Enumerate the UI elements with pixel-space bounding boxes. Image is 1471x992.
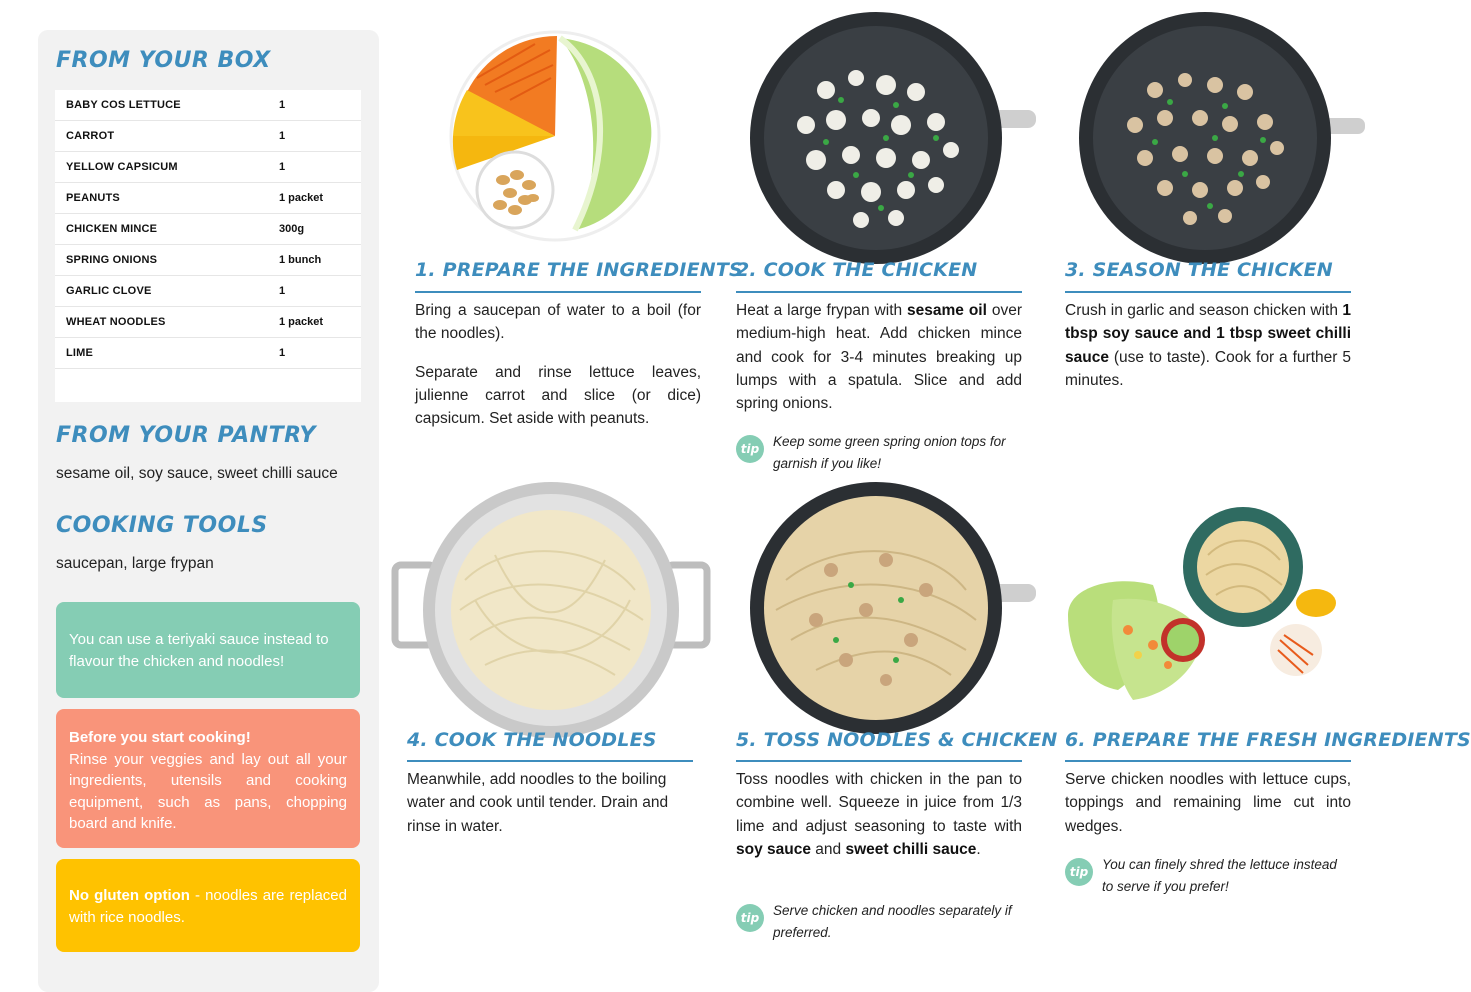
ingredient-qty: 1 [279, 99, 286, 111]
table-row [55, 307, 361, 338]
step-5-text: Toss noodles with chicken in the pan to combine well. Squeeze in juice from 1/3 lime and adjust seasoning to taste with [736, 771, 1022, 835]
gluten-option-box [56, 859, 360, 952]
ingredient-qty: 1 [279, 130, 286, 142]
table-row [55, 121, 361, 152]
step-5-ingredient: soy sauce [736, 840, 811, 858]
before-cooking-box [56, 709, 360, 848]
step-3-title: 3. SEASON THE CHICKEN [1065, 259, 1333, 281]
step-5-ingredient: sweet chilli sauce [845, 840, 977, 858]
step-4-body [407, 768, 693, 838]
step-5-photo [736, 500, 1036, 715]
step-5-divider [736, 760, 1022, 762]
step-1-paragraph: Separate and rinse lettuce leaves, julienne carrot and slice (or dice) capsicum. Set aside with peanuts. [415, 363, 701, 428]
from-your-pantry-heading: FROM YOUR PANTRY [56, 423, 316, 448]
step-4-title: 4. COOK THE NOODLES [407, 729, 657, 751]
ingredient-name: CARROT [66, 130, 115, 142]
step-4-photo [395, 500, 707, 715]
step-5-body [736, 768, 1022, 861]
step-6-tip-text: You can finely shred the lettuce instead to serve if you prefer! [1102, 857, 1337, 894]
ingredients-table [55, 90, 361, 402]
ingredient-qty: 1 bunch [279, 254, 322, 266]
step-2-text: Heat a large frypan with [736, 302, 908, 319]
ingredient-name: WHEAT NOODLES [66, 316, 166, 328]
table-row [55, 245, 361, 276]
table-row [55, 183, 361, 214]
teriyaki-note-box [56, 602, 360, 698]
ingredient-name: LIME [66, 347, 94, 359]
step-1-paragraph: Bring a saucepan of water to a boil (for the noodles). [415, 302, 701, 343]
step-1-divider [415, 291, 701, 293]
ingredient-qty: 1 packet [279, 192, 324, 204]
step-3-ingredient: 1 tbsp soy sauce and 1 tbsp sweet chilli sauce [1065, 302, 1351, 366]
step-6-divider [1065, 760, 1351, 762]
sidebar [38, 30, 379, 992]
step-2-body [736, 299, 1022, 415]
ingredient-name: GARLIC CLOVE [66, 285, 152, 297]
step-5-tip-text: Serve chicken and noodles separately if preferred. [773, 903, 1012, 940]
step-2-photo [736, 30, 1036, 245]
ingredient-qty: 1 packet [279, 316, 324, 328]
gluten-option-text: - noodles are replaced with rice noodles. [69, 887, 347, 926]
step-6-body [1065, 768, 1351, 838]
step-1-title: 1. PREPARE THE INGREDIENTS [415, 259, 743, 281]
step-5-text: . [976, 840, 981, 858]
step-2-tip-text: Keep some green spring onion tops for garnish if you like! [773, 434, 1006, 471]
table-row [55, 338, 361, 369]
table-row [55, 214, 361, 245]
table-row [55, 276, 361, 307]
step-5-tip [736, 900, 1013, 943]
ingredient-name: YELLOW CAPSICUM [66, 161, 178, 173]
tools-text: saucepan, large frypan [56, 555, 214, 572]
ingredient-name: BABY COS LETTUCE [66, 99, 181, 111]
step-4-paragraph: Meanwhile, add noodles to the boiling water and cook until tender. Drain and rinse in water. [407, 771, 669, 835]
before-cooking-title: Before you start cooking! [69, 729, 251, 746]
pantry-text: sesame oil, soy sauce, sweet chilli sauce [56, 465, 338, 482]
step-3-divider [1065, 291, 1351, 293]
step-3-text: (use to taste). Cook for a further 5 minutes. [1065, 348, 1351, 389]
step-3-text: Crush in garlic and season chicken with [1065, 302, 1343, 319]
tip-icon: tip [1065, 858, 1093, 886]
before-cooking-text: Rinse your veggies and lay out all your ingredients, utensils and cooking equipment, such as pans, chopping board and knife. [69, 750, 347, 832]
step-2-divider [736, 291, 1022, 293]
ingredient-name: PEANUTS [66, 192, 120, 204]
step-6-photo [1058, 505, 1358, 710]
gluten-option-label: No gluten option [69, 887, 190, 904]
tip-icon: tip [736, 435, 764, 463]
ingredient-name: CHICKEN MINCE [66, 223, 158, 235]
step-1-body [415, 299, 701, 430]
ingredient-qty: 1 [279, 285, 286, 297]
ingredient-qty: 300g [279, 223, 305, 235]
ingredient-name: SPRING ONIONS [66, 254, 158, 266]
ingredient-qty: 1 [279, 161, 286, 173]
table-row [55, 152, 361, 183]
ingredient-qty: 1 [279, 347, 286, 359]
step-5-title: 5. TOSS NOODLES & CHICKEN [736, 729, 1058, 751]
step-2-text: over medium-high heat. Add chicken mince and cook for 3-4 minutes breaking up lumps with a spatula. Slice and add spring onions. [736, 302, 1022, 413]
step-2-tip [736, 431, 1013, 474]
step-4-divider [407, 760, 693, 762]
step-3-photo [1065, 30, 1365, 245]
step-3-body [1065, 299, 1351, 392]
tip-icon: tip [736, 904, 764, 932]
table-row [55, 90, 361, 121]
from-your-box-heading: FROM YOUR BOX [56, 48, 271, 73]
step-6-paragraph: Serve chicken noodles with lettuce cups, toppings and remaining lime cut into wedges. [1065, 771, 1351, 835]
step-2-title: 2. COOK THE CHICKEN [736, 259, 978, 281]
teriyaki-note-text: You can use a teriyaki sauce instead to flavour the chicken and noodles! [69, 631, 329, 670]
cooking-tools-heading: COOKING TOOLS [56, 513, 268, 538]
step-5-text: and [810, 840, 846, 858]
step-6-tip [1065, 854, 1342, 897]
step-6-title: 6. PREPARE THE FRESH INGREDIENTS [1065, 729, 1471, 751]
step-2-ingredient: sesame oil [907, 302, 987, 319]
step-1-photo [415, 30, 705, 245]
